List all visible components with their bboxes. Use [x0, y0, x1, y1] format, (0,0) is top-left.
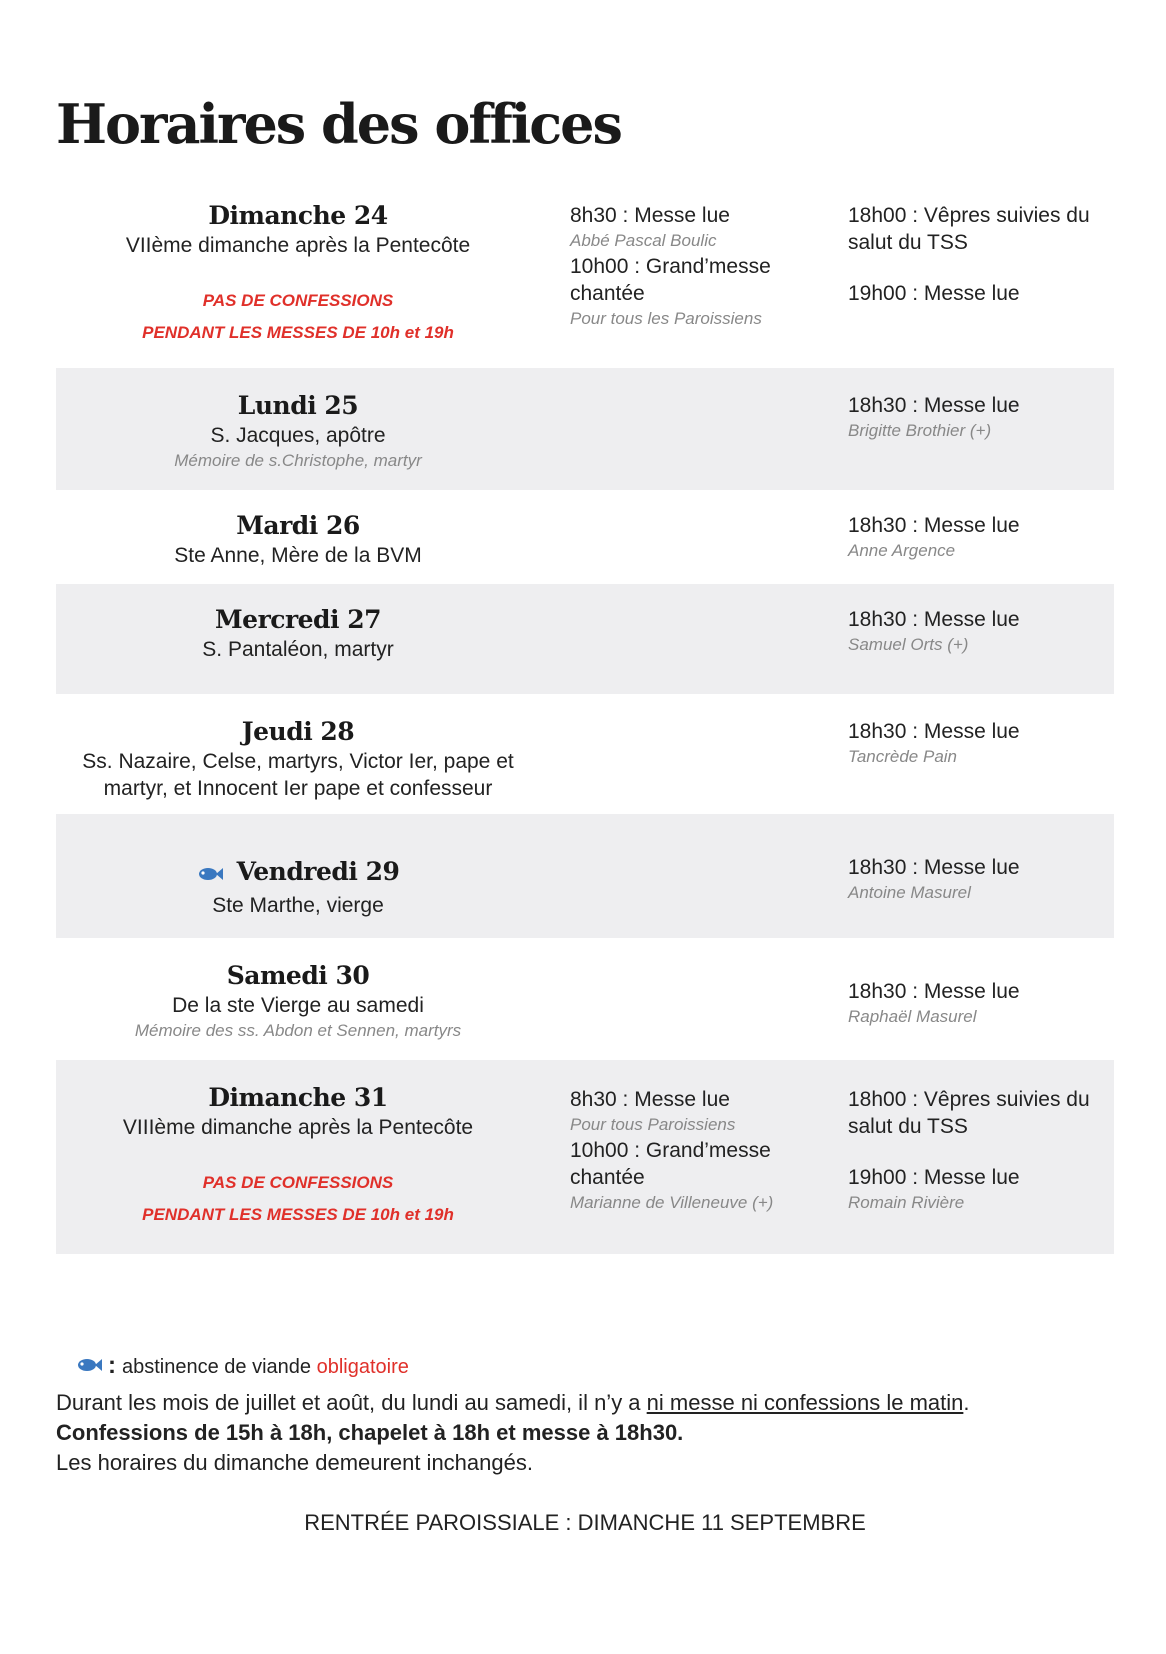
feast-label: De la ste Vierge au samedi — [172, 994, 424, 1017]
mass-time: 8h30 : Messe lue — [570, 1088, 730, 1111]
mass-intention: Abbé Pascal Boulic — [570, 231, 717, 250]
mass-intention: Pour tous les Paroissiens — [570, 309, 762, 328]
mass-intention: Samuel Orts (+) — [848, 635, 969, 654]
service-time: 18h00 : Vêpres suivies du salut du TSS — [848, 1088, 1090, 1138]
mass-intention: Raphaël Masurel — [848, 1007, 977, 1026]
legend-emphasis: obligatoire — [316, 1356, 409, 1378]
service-time: 18h00 : Vêpres suivies du salut du TSS — [848, 204, 1090, 254]
page-title: Horaires des offices — [56, 92, 621, 156]
day-label-text: Vendredi 29 — [236, 857, 400, 886]
feast-label: Ss. Nazaire, Celse, martyrs, Victor Ier, pape et martyr, et Innocent Ier pape et confesseur — [82, 750, 514, 800]
legend-colon: : — [108, 1352, 116, 1379]
day-label: Jeudi 28 — [241, 717, 355, 746]
legend — [76, 1352, 409, 1380]
warning-line: PENDANT LES MESSES DE 10h et 19h — [142, 323, 454, 342]
evening-services — [848, 202, 1114, 307]
mass-intention: Romain Rivière — [848, 1193, 965, 1212]
note-line-1 — [56, 1388, 1114, 1418]
day-info — [56, 200, 540, 349]
warning-line: PENDANT LES MESSES DE 10h et 19h — [142, 1205, 454, 1224]
service-time: 18h30 : Messe lue — [848, 394, 1020, 417]
fish-icon — [197, 858, 223, 890]
feast-label: S. Jacques, apôtre — [210, 424, 386, 447]
mass-intention: Brigitte Brothier (+) — [848, 421, 992, 440]
day-row-jeudi-28 — [56, 694, 1114, 814]
day-row-mercredi-27 — [56, 584, 1114, 694]
mass-time: 8h30 : Messe lue — [570, 204, 730, 227]
mass-intention: Anne Argence — [848, 541, 956, 560]
fish-icon — [76, 1356, 102, 1379]
warning-line: PAS DE CONFESSIONS — [202, 291, 394, 310]
note-end: . — [963, 1390, 970, 1415]
day-row-samedi-30 — [56, 938, 1114, 1060]
closing-announcement: RENTRÉE PAROISSIALE : DIMANCHE 11 SEPTEMBRE — [304, 1510, 866, 1535]
service-time: 18h30 : Messe lue — [848, 856, 1020, 879]
day-label: Mardi 26 — [236, 511, 360, 540]
mass-time: 10h00 : Grand’messe chantée — [570, 1139, 771, 1189]
note-line-3: Les horaires du dimanche demeurent inchangés. — [56, 1450, 533, 1475]
day-label: Dimanche 24 — [208, 201, 388, 230]
memorial-label: Mémoire de s.Christophe, martyr — [174, 451, 422, 470]
morning-masses — [570, 202, 830, 331]
service-time: 18h30 : Messe lue — [848, 720, 1020, 743]
note-underlined: ni messe ni confessions le matin — [646, 1390, 964, 1415]
service-time: 19h00 : Messe lue — [848, 282, 1020, 305]
service-time: 18h30 : Messe lue — [848, 514, 1020, 537]
day-label: Lundi 25 — [237, 391, 359, 420]
legend-text: abstinence de viande — [122, 1356, 312, 1378]
day-label: Dimanche 31 — [208, 1083, 388, 1112]
day-row-vendredi-29 — [56, 814, 1114, 938]
day-row-dimanche-24 — [56, 192, 1114, 368]
day-row-dimanche-31 — [56, 1060, 1114, 1254]
mass-intention: Antoine Masurel — [848, 883, 971, 902]
feast-label: VIIème dimanche après la Pentecôte — [125, 234, 471, 257]
mass-intention: Marianne de Villeneuve (+) — [570, 1193, 774, 1212]
mass-intention: Pour tous Paroissiens — [570, 1115, 736, 1134]
memorial-label: Mémoire des ss. Abdon et Sennen, martyrs — [134, 1021, 462, 1040]
mass-intention: Tancrède Pain — [848, 747, 958, 766]
feast-label: Ste Anne, Mère de la BVM — [174, 544, 422, 567]
service-time: 18h30 : Messe lue — [848, 980, 1020, 1003]
note-line-2: Confessions de 15h à 18h, chapelet à 18h et messe à 18h30. — [56, 1420, 684, 1445]
feast-label: S. Pantaléon, martyr — [202, 638, 394, 661]
warning-line: PAS DE CONFESSIONS — [202, 1173, 394, 1192]
day-label — [56, 856, 540, 890]
feast-label: Ste Marthe, vierge — [212, 893, 384, 917]
service-time: 18h30 : Messe lue — [848, 608, 1020, 631]
feast-label: VIIIème dimanche après la Pentecôte — [122, 1116, 474, 1139]
day-label: Samedi 30 — [226, 961, 370, 990]
service-time: 19h00 : Messe lue — [848, 1166, 1020, 1189]
notes — [56, 1388, 1114, 1478]
day-row-lundi-25 — [56, 368, 1114, 490]
mass-time: 10h00 : Grand’messe chantée — [570, 255, 771, 305]
day-label: Mercredi 27 — [214, 605, 382, 634]
note-text: Durant les mois de juillet et août, du lundi au samedi, il n’y a — [56, 1390, 641, 1415]
day-row-mardi-26 — [56, 490, 1114, 584]
